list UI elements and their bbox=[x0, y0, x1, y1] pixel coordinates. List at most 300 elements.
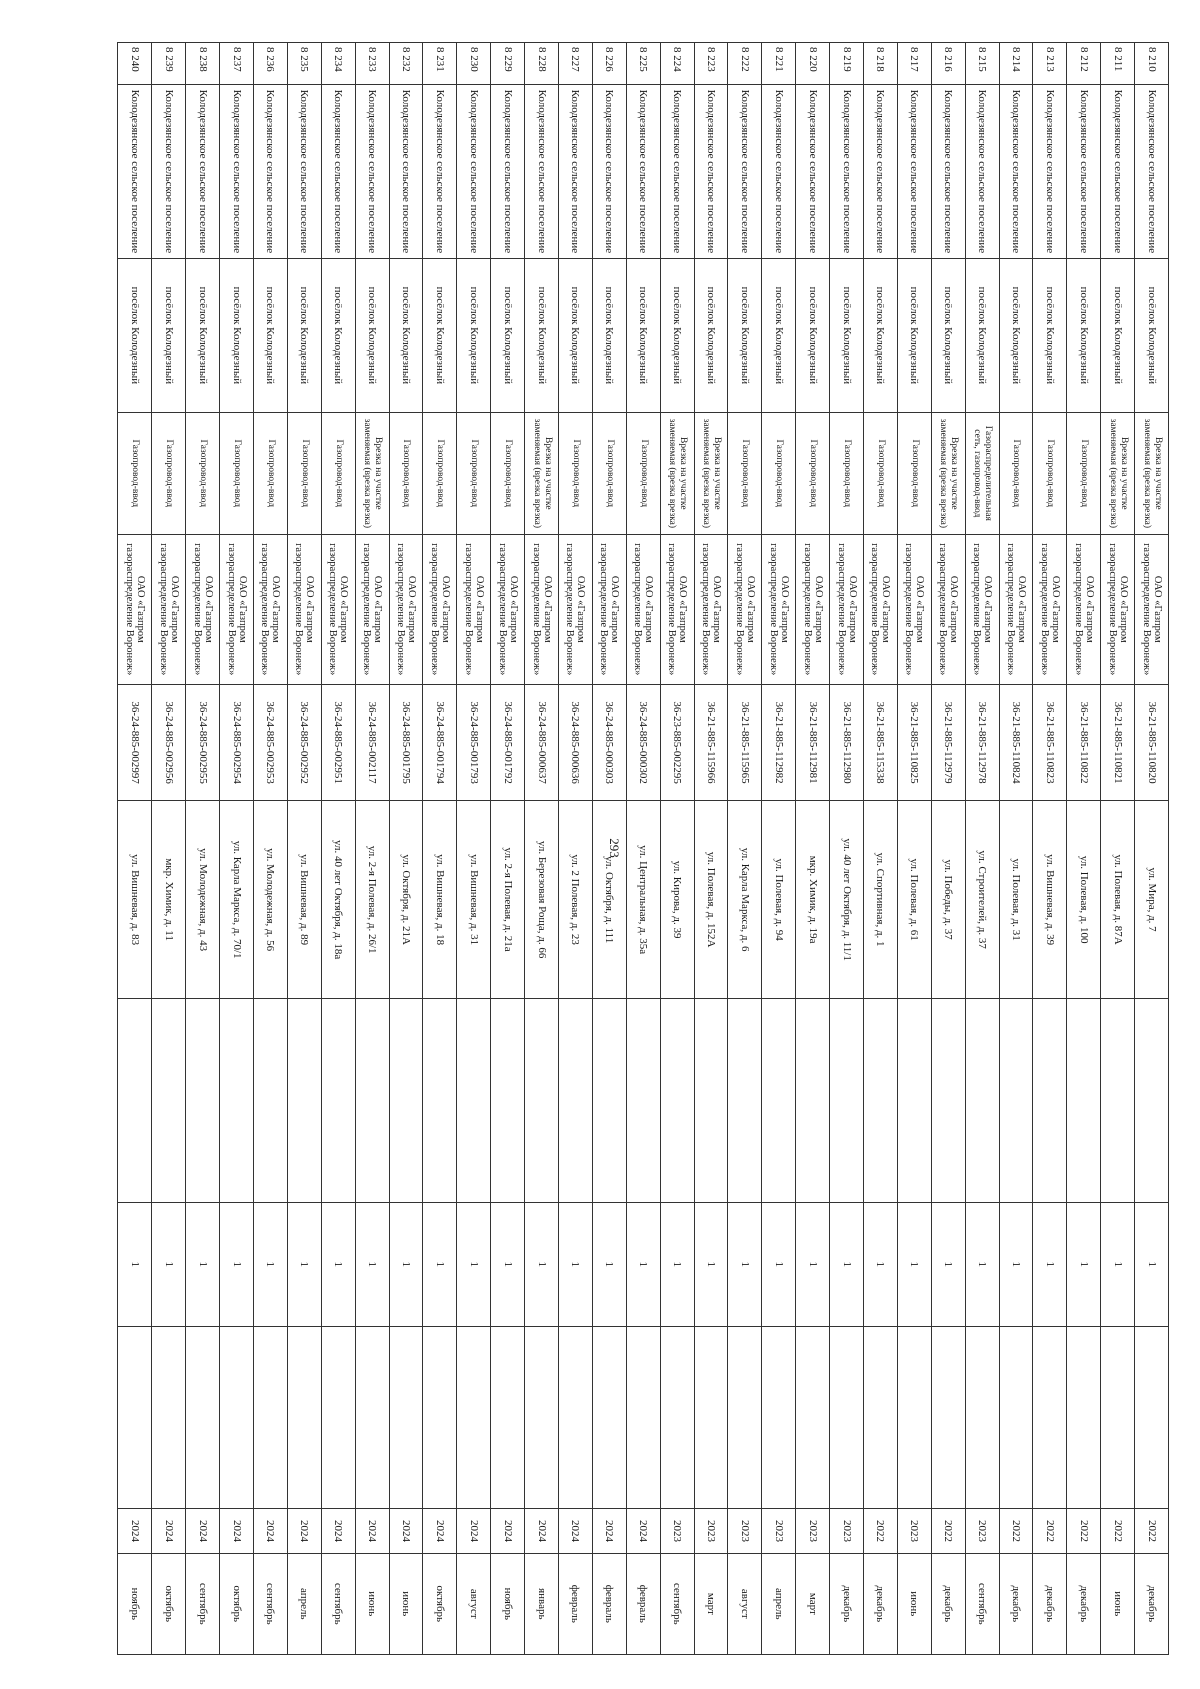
object-type: Газопровод-ввод bbox=[287, 413, 321, 534]
row-number: 8 236 bbox=[253, 43, 287, 85]
row-number: 8 227 bbox=[558, 43, 592, 85]
table-body bbox=[118, 43, 1169, 1655]
locality-name: посёлок Колодезный bbox=[186, 258, 220, 412]
row-number: 8 215 bbox=[965, 43, 999, 85]
empty-cell bbox=[1101, 998, 1135, 1202]
registry-id: 36-24-885-001794 bbox=[423, 684, 457, 800]
year: 2024 bbox=[558, 1509, 592, 1553]
owner-name: ОАО «Газпром газораспределение Воронеж» bbox=[863, 534, 897, 684]
empty-cell bbox=[321, 1326, 355, 1509]
owner-name: ОАО «Газпром газораспределение Воронеж» bbox=[660, 534, 694, 684]
locality-name: посёлок Колодезный bbox=[796, 258, 830, 412]
year: 2023 bbox=[897, 1509, 931, 1553]
year: 2022 bbox=[863, 1509, 897, 1553]
registry-id: 36-24-885-000303 bbox=[592, 684, 626, 800]
quantity: 1 bbox=[796, 1202, 830, 1326]
empty-cell bbox=[728, 1326, 762, 1509]
month: декабрь bbox=[999, 1553, 1033, 1654]
empty-cell bbox=[965, 1326, 999, 1509]
address: ул. Молодежная, д. 56 bbox=[253, 801, 287, 999]
settlement-name: Колодезянское сельское поселение bbox=[1101, 85, 1135, 259]
object-type: Газопровод-ввод bbox=[626, 413, 660, 534]
month: ноябрь bbox=[118, 1553, 152, 1654]
owner-name: ОАО «Газпром газораспределение Воронеж» bbox=[897, 534, 931, 684]
empty-cell bbox=[389, 998, 423, 1202]
settlement-name: Колодезянское сельское поселение bbox=[863, 85, 897, 259]
locality-name: посёлок Колодезный bbox=[355, 258, 389, 412]
locality-name: посёлок Колодезный bbox=[220, 258, 254, 412]
quantity: 1 bbox=[592, 1202, 626, 1326]
owner-name: ОАО «Газпром газораспределение Воронеж» bbox=[728, 534, 762, 684]
empty-cell bbox=[525, 1326, 559, 1509]
object-type: Врезка на участке заменяемая (врезка врезка) bbox=[355, 413, 389, 534]
empty-cell bbox=[897, 1326, 931, 1509]
address: ул. Полевая, д. 61 bbox=[897, 801, 931, 999]
settlement-name: Колодезянское сельское поселение bbox=[592, 85, 626, 259]
year: 2024 bbox=[253, 1509, 287, 1553]
table-row bbox=[118, 43, 152, 1655]
row-number: 8 226 bbox=[592, 43, 626, 85]
settlement-name: Колодезянское сельское поселение bbox=[423, 85, 457, 259]
locality-name: посёлок Колодезный bbox=[660, 258, 694, 412]
empty-cell bbox=[186, 1326, 220, 1509]
row-number: 8 235 bbox=[287, 43, 321, 85]
table-row bbox=[694, 43, 728, 1655]
row-number: 8 219 bbox=[830, 43, 864, 85]
month: октябрь bbox=[220, 1553, 254, 1654]
registry-id: 36-24-885-002117 bbox=[355, 684, 389, 800]
object-type: Газопровод-ввод bbox=[558, 413, 592, 534]
registry-id: 36-24-885-000637 bbox=[525, 684, 559, 800]
row-number: 8 229 bbox=[491, 43, 525, 85]
empty-cell bbox=[796, 1326, 830, 1509]
table-row bbox=[762, 43, 796, 1655]
month: январь bbox=[525, 1553, 559, 1654]
registry-id: 36-24-885-002951 bbox=[321, 684, 355, 800]
year: 2024 bbox=[186, 1509, 220, 1553]
settlement-name: Колодезянское сельское поселение bbox=[796, 85, 830, 259]
table-row bbox=[253, 43, 287, 1655]
empty-cell bbox=[931, 1326, 965, 1509]
settlement-name: Колодезянское сельское поселение bbox=[253, 85, 287, 259]
empty-cell bbox=[626, 1326, 660, 1509]
empty-cell bbox=[897, 998, 931, 1202]
owner-name: ОАО «Газпром газораспределение Воронеж» bbox=[389, 534, 423, 684]
empty-cell bbox=[592, 998, 626, 1202]
table-row bbox=[186, 43, 220, 1655]
settlement-name: Колодезянское сельское поселение bbox=[931, 85, 965, 259]
locality-name: посёлок Колодезный bbox=[1067, 258, 1101, 412]
table-row bbox=[660, 43, 694, 1655]
locality-name: посёлок Колодезный bbox=[287, 258, 321, 412]
owner-name: ОАО «Газпром газораспределение Воронеж» bbox=[321, 534, 355, 684]
empty-cell bbox=[728, 998, 762, 1202]
owner-name: ОАО «Газпром газораспределение Воронеж» bbox=[253, 534, 287, 684]
empty-cell bbox=[931, 998, 965, 1202]
row-number: 8 223 bbox=[694, 43, 728, 85]
empty-cell bbox=[457, 998, 491, 1202]
row-number: 8 218 bbox=[863, 43, 897, 85]
month: апрель bbox=[287, 1553, 321, 1654]
quantity: 1 bbox=[965, 1202, 999, 1326]
empty-cell bbox=[660, 998, 694, 1202]
empty-cell bbox=[558, 998, 592, 1202]
address: ул. Вишневая, д. 39 bbox=[1033, 801, 1067, 999]
empty-cell bbox=[626, 998, 660, 1202]
page-number-text: 293 bbox=[607, 838, 622, 858]
quantity: 1 bbox=[321, 1202, 355, 1326]
locality-name: посёлок Колодезный bbox=[1101, 258, 1135, 412]
settlement-name: Колодезянское сельское поселение bbox=[728, 85, 762, 259]
address: ул. 2 Полевая, д. 23 bbox=[558, 801, 592, 999]
locality-name: посёлок Колодезный bbox=[626, 258, 660, 412]
address: ул. Карла Маркса, д. 6 bbox=[728, 801, 762, 999]
address: ул. Октября, д. 21А bbox=[389, 801, 423, 999]
locality-name: посёлок Колодезный bbox=[830, 258, 864, 412]
year: 2022 bbox=[1033, 1509, 1067, 1553]
owner-name: ОАО «Газпром газораспределение Воронеж» bbox=[965, 534, 999, 684]
quantity: 1 bbox=[999, 1202, 1033, 1326]
owner-name: ОАО «Газпром газораспределение Воронеж» bbox=[694, 534, 728, 684]
locality-name: посёлок Колодезный bbox=[525, 258, 559, 412]
address: ул. Строителей, д. 37 bbox=[965, 801, 999, 999]
address: ул. Вишневая, д. 83 bbox=[118, 801, 152, 999]
object-type: Газопровод-ввод bbox=[491, 413, 525, 534]
table-row bbox=[321, 43, 355, 1655]
owner-name: ОАО «Газпром газораспределение Воронеж» bbox=[1067, 534, 1101, 684]
settlement-name: Колодезянское сельское поселение bbox=[152, 85, 186, 259]
settlement-name: Колодезянское сельское поселение bbox=[118, 85, 152, 259]
address: ул. Полевая, д. 100 bbox=[1067, 801, 1101, 999]
year: 2024 bbox=[423, 1509, 457, 1553]
locality-name: посёлок Колодезный bbox=[389, 258, 423, 412]
registry-id: 36-21-885-112978 bbox=[965, 684, 999, 800]
empty-cell bbox=[186, 998, 220, 1202]
owner-name: ОАО «Газпром газораспределение Воронеж» bbox=[931, 534, 965, 684]
month: сентябрь bbox=[965, 1553, 999, 1654]
settlement-name: Колодезянское сельское поселение bbox=[660, 85, 694, 259]
quantity: 1 bbox=[863, 1202, 897, 1326]
owner-name: ОАО «Газпром газораспределение Воронеж» bbox=[152, 534, 186, 684]
year: 2022 bbox=[931, 1509, 965, 1553]
quantity: 1 bbox=[423, 1202, 457, 1326]
quantity: 1 bbox=[762, 1202, 796, 1326]
row-number: 8 222 bbox=[728, 43, 762, 85]
month: декабрь bbox=[863, 1553, 897, 1654]
quantity: 1 bbox=[525, 1202, 559, 1326]
row-number: 8 220 bbox=[796, 43, 830, 85]
locality-name: посёлок Колодезный bbox=[1135, 258, 1169, 412]
empty-cell bbox=[220, 1326, 254, 1509]
settlement-name: Колодезянское сельское поселение bbox=[457, 85, 491, 259]
empty-cell bbox=[999, 1326, 1033, 1509]
month: июнь bbox=[1101, 1553, 1135, 1654]
object-type: Газопровод-ввод bbox=[423, 413, 457, 534]
registry-id: 36-21-885-110823 bbox=[1033, 684, 1067, 800]
settlement-name: Колодезянское сельское поселение bbox=[1067, 85, 1101, 259]
registry-id: 36-21-885-112980 bbox=[830, 684, 864, 800]
quantity: 1 bbox=[897, 1202, 931, 1326]
registry-id: 36-21-885-110825 bbox=[897, 684, 931, 800]
quantity: 1 bbox=[694, 1202, 728, 1326]
address: ул. Молодежная, д. 43 bbox=[186, 801, 220, 999]
month: сентябрь bbox=[186, 1553, 220, 1654]
month: сентябрь bbox=[321, 1553, 355, 1654]
month: декабрь bbox=[931, 1553, 965, 1654]
quantity: 1 bbox=[118, 1202, 152, 1326]
empty-cell bbox=[321, 998, 355, 1202]
quantity: 1 bbox=[355, 1202, 389, 1326]
table-frame bbox=[117, 42, 1169, 1655]
empty-cell bbox=[118, 998, 152, 1202]
registry-id: 36-21-885-110824 bbox=[999, 684, 1033, 800]
owner-name: ОАО «Газпром газораспределение Воронеж» bbox=[220, 534, 254, 684]
year: 2024 bbox=[220, 1509, 254, 1553]
object-type: Газопровод-ввод bbox=[220, 413, 254, 534]
row-number: 8 224 bbox=[660, 43, 694, 85]
table-row bbox=[389, 43, 423, 1655]
empty-cell bbox=[253, 998, 287, 1202]
table-row bbox=[999, 43, 1033, 1655]
object-type: Газопровод-ввод bbox=[999, 413, 1033, 534]
table-row bbox=[1067, 43, 1101, 1655]
owner-name: ОАО «Газпром газораспределение Воронеж» bbox=[525, 534, 559, 684]
month: декабрь bbox=[1033, 1553, 1067, 1654]
object-type: Газопровод-ввод bbox=[389, 413, 423, 534]
object-type: Газопровод-ввод bbox=[796, 413, 830, 534]
year: 2024 bbox=[355, 1509, 389, 1553]
table-row bbox=[423, 43, 457, 1655]
empty-cell bbox=[491, 998, 525, 1202]
address: ул. Полевая, д. 94 bbox=[762, 801, 796, 999]
table-row bbox=[1101, 43, 1135, 1655]
year: 2023 bbox=[830, 1509, 864, 1553]
empty-cell bbox=[355, 1326, 389, 1509]
year: 2024 bbox=[491, 1509, 525, 1553]
locality-name: посёлок Колодезный bbox=[694, 258, 728, 412]
address: ул. Березовая Роща, д. 66 bbox=[525, 801, 559, 999]
empty-cell bbox=[830, 998, 864, 1202]
empty-cell bbox=[1067, 1326, 1101, 1509]
owner-name: ОАО «Газпром газораспределение Воронеж» bbox=[1101, 534, 1135, 684]
address: ул. Полевая, д. 31 bbox=[999, 801, 1033, 999]
registry-id: 36-21-885-112982 bbox=[762, 684, 796, 800]
locality-name: посёлок Колодезный bbox=[423, 258, 457, 412]
month: июнь bbox=[897, 1553, 931, 1654]
year: 2024 bbox=[152, 1509, 186, 1553]
year: 2022 bbox=[1101, 1509, 1135, 1553]
registry-id: 36-21-885-115965 bbox=[728, 684, 762, 800]
quantity: 1 bbox=[626, 1202, 660, 1326]
quantity: 1 bbox=[660, 1202, 694, 1326]
quantity: 1 bbox=[457, 1202, 491, 1326]
settlement-name: Колодезянское сельское поселение bbox=[220, 85, 254, 259]
quantity: 1 bbox=[186, 1202, 220, 1326]
empty-cell bbox=[694, 998, 728, 1202]
year: 2023 bbox=[694, 1509, 728, 1553]
object-type: Газопровод-ввод bbox=[457, 413, 491, 534]
month: февраль bbox=[592, 1553, 626, 1654]
object-type: Врезка на участке заменяемая (врезка врезка) bbox=[1135, 413, 1169, 534]
empty-cell bbox=[1067, 998, 1101, 1202]
quantity: 1 bbox=[220, 1202, 254, 1326]
row-number: 8 214 bbox=[999, 43, 1033, 85]
object-type: Врезка на участке заменяемая (врезка врезка) bbox=[931, 413, 965, 534]
year: 2022 bbox=[999, 1509, 1033, 1553]
empty-cell bbox=[355, 998, 389, 1202]
month: февраль bbox=[558, 1553, 592, 1654]
registry-id: 36-21-885-112979 bbox=[931, 684, 965, 800]
object-type: Газопровод-ввод bbox=[1067, 413, 1101, 534]
row-number: 8 234 bbox=[321, 43, 355, 85]
registry-id: 36-24-885-002952 bbox=[287, 684, 321, 800]
registry-id: 36-24-885-000302 bbox=[626, 684, 660, 800]
locality-name: посёлок Колодезный bbox=[152, 258, 186, 412]
quantity: 1 bbox=[1101, 1202, 1135, 1326]
registry-id: 36-21-885-115966 bbox=[694, 684, 728, 800]
locality-name: посёлок Колодезный bbox=[762, 258, 796, 412]
month: июнь bbox=[355, 1553, 389, 1654]
table-row bbox=[558, 43, 592, 1655]
month: декабрь bbox=[1067, 1553, 1101, 1654]
registry-id: 36-24-885-001793 bbox=[457, 684, 491, 800]
address: ул. 2-я Полевая, д. 26/1 bbox=[355, 801, 389, 999]
empty-cell bbox=[1135, 998, 1169, 1202]
object-type: Газопровод-ввод bbox=[728, 413, 762, 534]
table-row bbox=[626, 43, 660, 1655]
year: 2024 bbox=[592, 1509, 626, 1553]
empty-cell bbox=[491, 1326, 525, 1509]
owner-name: ОАО «Газпром газораспределение Воронеж» bbox=[491, 534, 525, 684]
table-row bbox=[355, 43, 389, 1655]
address: ул. Победы, д. 37 bbox=[931, 801, 965, 999]
quantity: 1 bbox=[931, 1202, 965, 1326]
object-type: Газопровод-ввод bbox=[1033, 413, 1067, 534]
owner-name: ОАО «Газпром газораспределение Воронеж» bbox=[830, 534, 864, 684]
empty-cell bbox=[999, 998, 1033, 1202]
settlement-name: Колодезянское сельское поселение bbox=[321, 85, 355, 259]
registry-id: 36-24-885-002997 bbox=[118, 684, 152, 800]
empty-cell bbox=[220, 998, 254, 1202]
quantity: 1 bbox=[491, 1202, 525, 1326]
month: декабрь bbox=[1135, 1553, 1169, 1654]
object-type: Газопровод-ввод bbox=[152, 413, 186, 534]
locality-name: посёлок Колодезный bbox=[118, 258, 152, 412]
registry-id: 36-21-885-110822 bbox=[1067, 684, 1101, 800]
month: сентябрь bbox=[253, 1553, 287, 1654]
table-row bbox=[1135, 43, 1169, 1655]
year: 2022 bbox=[1135, 1509, 1169, 1553]
row-number: 8 221 bbox=[762, 43, 796, 85]
empty-cell bbox=[796, 998, 830, 1202]
settlement-name: Колодезянское сельское поселение bbox=[1135, 85, 1169, 259]
settlement-name: Колодезянское сельское поселение bbox=[525, 85, 559, 259]
locality-name: посёлок Колодезный bbox=[592, 258, 626, 412]
locality-name: посёлок Колодезный bbox=[253, 258, 287, 412]
empty-cell bbox=[1033, 1326, 1067, 1509]
owner-name: ОАО «Газпром газораспределение Воронеж» bbox=[558, 534, 592, 684]
month: март bbox=[694, 1553, 728, 1654]
owner-name: ОАО «Газпром газораспределение Воронеж» bbox=[186, 534, 220, 684]
row-number: 8 210 bbox=[1135, 43, 1169, 85]
settlement-name: Колодезянское сельское поселение bbox=[491, 85, 525, 259]
empty-cell bbox=[762, 1326, 796, 1509]
owner-name: ОАО «Газпром газораспределение Воронеж» bbox=[1135, 534, 1169, 684]
registry-id: 36-24-885-000636 bbox=[558, 684, 592, 800]
address: ул. Центральная, д. 35а bbox=[626, 801, 660, 999]
month: октябрь bbox=[423, 1553, 457, 1654]
year: 2023 bbox=[762, 1509, 796, 1553]
locality-name: посёлок Колодезный bbox=[728, 258, 762, 412]
owner-name: ОАО «Газпром газораспределение Воронеж» bbox=[1033, 534, 1067, 684]
quantity: 1 bbox=[1135, 1202, 1169, 1326]
registry-id: 36-23-885-002295 bbox=[660, 684, 694, 800]
settlement-name: Колодезянское сельское поселение bbox=[389, 85, 423, 259]
registry-id: 36-21-885-112981 bbox=[796, 684, 830, 800]
settlement-name: Колодезянское сельское поселение bbox=[558, 85, 592, 259]
registry-id: 36-21-885-115338 bbox=[863, 684, 897, 800]
row-number: 8 232 bbox=[389, 43, 423, 85]
address: мкр. Химик, д. 11 bbox=[152, 801, 186, 999]
address: ул. Спортивная, д. 1 bbox=[863, 801, 897, 999]
table-row bbox=[931, 43, 965, 1655]
empty-cell bbox=[253, 1326, 287, 1509]
settlement-name: Колодезянское сельское поселение bbox=[762, 85, 796, 259]
month: ноябрь bbox=[491, 1553, 525, 1654]
owner-name: ОАО «Газпром газораспределение Воронеж» bbox=[355, 534, 389, 684]
object-type: Газопровод-ввод bbox=[592, 413, 626, 534]
table-row bbox=[287, 43, 321, 1655]
settlement-name: Колодезянское сельское поселение bbox=[965, 85, 999, 259]
quantity: 1 bbox=[558, 1202, 592, 1326]
empty-cell bbox=[525, 998, 559, 1202]
empty-cell bbox=[863, 1326, 897, 1509]
empty-cell bbox=[762, 998, 796, 1202]
settlement-name: Колодезянское сельское поселение bbox=[694, 85, 728, 259]
table-row bbox=[592, 43, 626, 1655]
quantity: 1 bbox=[728, 1202, 762, 1326]
month: июнь bbox=[389, 1553, 423, 1654]
row-number: 8 211 bbox=[1101, 43, 1135, 85]
table-row bbox=[152, 43, 186, 1655]
table-row bbox=[1033, 43, 1067, 1655]
year: 2023 bbox=[965, 1509, 999, 1553]
address: ул. Полевая, д. 87А bbox=[1101, 801, 1135, 999]
locality-name: посёлок Колодезный bbox=[999, 258, 1033, 412]
owner-name: ОАО «Газпром газораспределение Воронеж» bbox=[118, 534, 152, 684]
month: февраль bbox=[626, 1553, 660, 1654]
address: ул. Кирова, д. 39 bbox=[660, 801, 694, 999]
table-row bbox=[220, 43, 254, 1655]
registry-id: 36-24-885-002954 bbox=[220, 684, 254, 800]
locality-name: посёлок Колодезный bbox=[558, 258, 592, 412]
row-number: 8 231 bbox=[423, 43, 457, 85]
year: 2023 bbox=[796, 1509, 830, 1553]
owner-name: ОАО «Газпром газораспределение Воронеж» bbox=[423, 534, 457, 684]
row-number: 8 225 bbox=[626, 43, 660, 85]
year: 2024 bbox=[118, 1509, 152, 1553]
quantity: 1 bbox=[287, 1202, 321, 1326]
empty-cell bbox=[592, 1326, 626, 1509]
settlement-name: Колодезянское сельское поселение bbox=[626, 85, 660, 259]
object-type: Газопровод-ввод bbox=[897, 413, 931, 534]
registry-id: 36-24-885-001795 bbox=[389, 684, 423, 800]
registry-id: 36-24-885-002953 bbox=[253, 684, 287, 800]
year: 2022 bbox=[1067, 1509, 1101, 1553]
settlement-name: Колодезянское сельское поселение bbox=[1033, 85, 1067, 259]
settlement-name: Колодезянское сельское поселение bbox=[287, 85, 321, 259]
table-row bbox=[457, 43, 491, 1655]
